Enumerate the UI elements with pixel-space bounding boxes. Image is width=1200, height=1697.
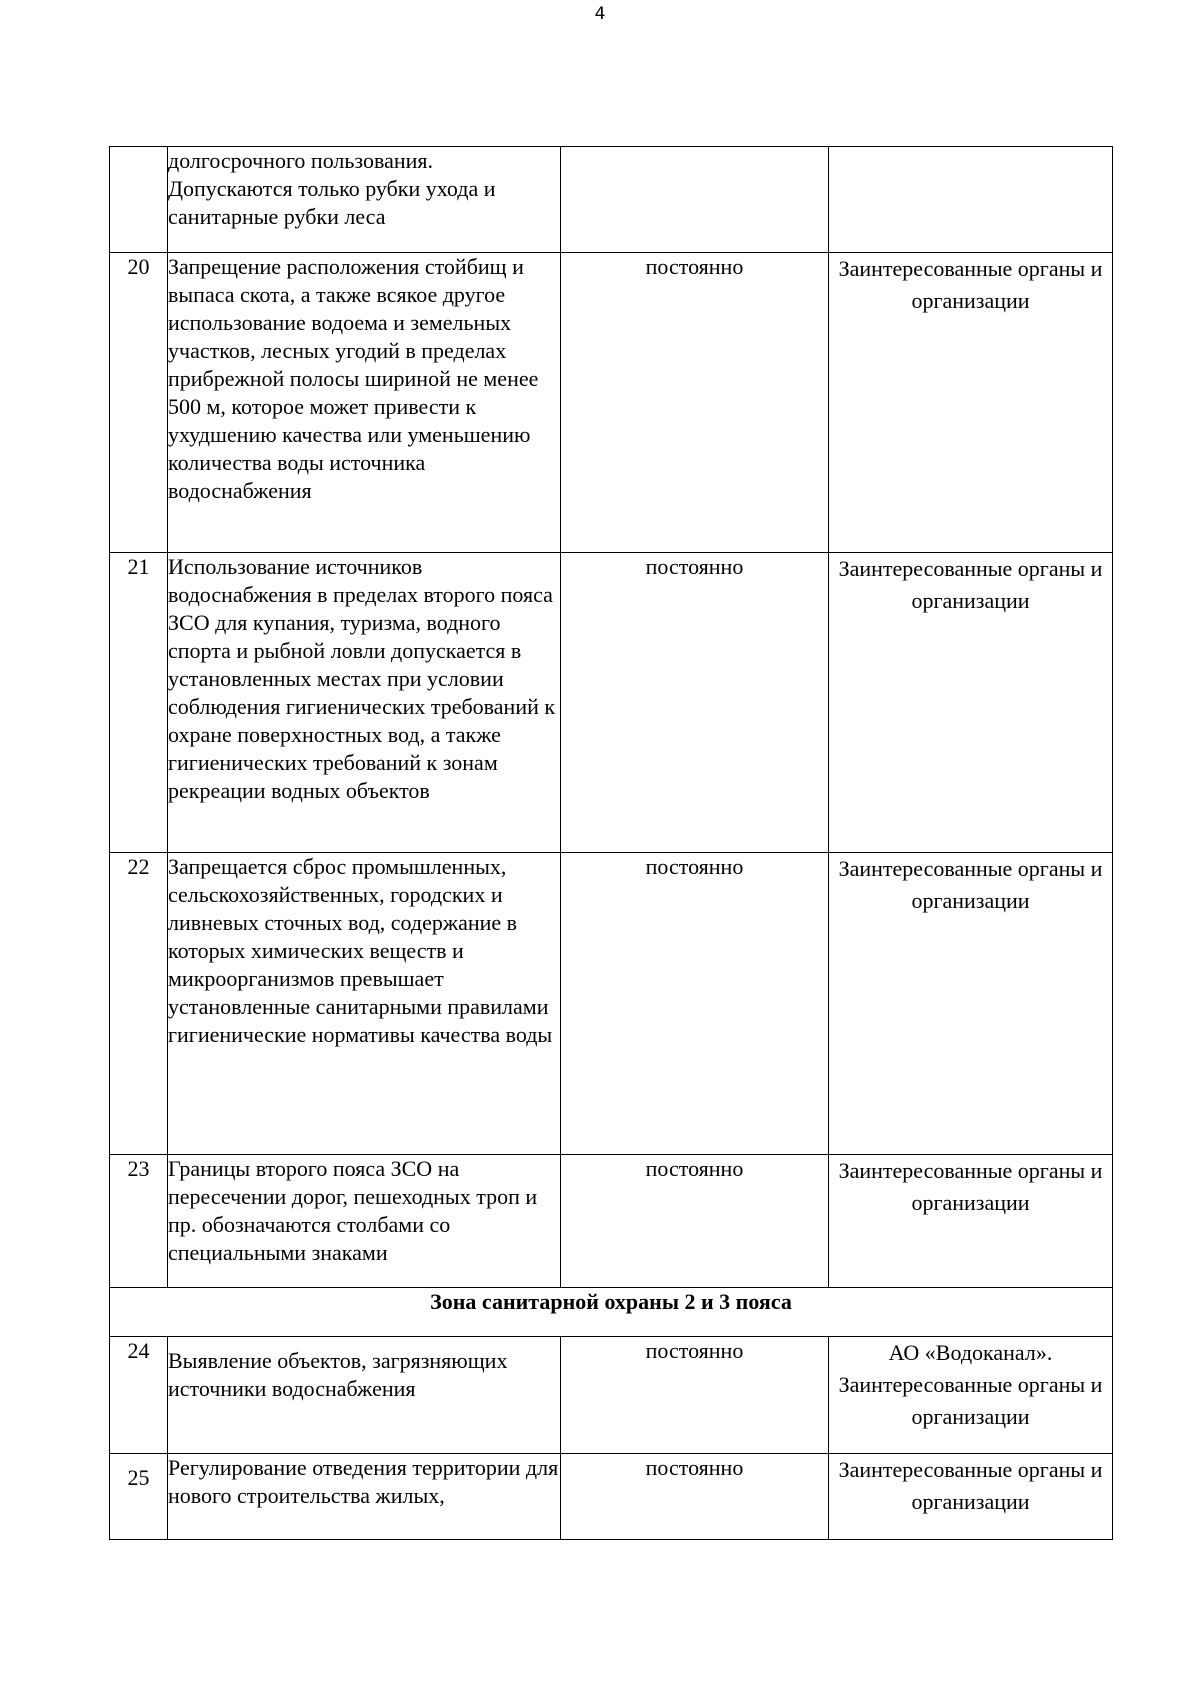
page-number: 4 — [594, 4, 606, 24]
row-number: 20 — [110, 253, 168, 553]
responsible-cell — [829, 147, 1113, 253]
frequency-cell — [561, 147, 829, 253]
measure-text: Регулирование отведения территории для нового строительства жилых, — [168, 1454, 561, 1540]
row-number — [110, 147, 168, 253]
table-row — [110, 1454, 1113, 1540]
responsible-cell: Заинтересованные органы и организации — [829, 1155, 1113, 1288]
frequency-cell: постоянно — [561, 1454, 829, 1540]
responsible-cell: Заинтересованные органы и организации — [829, 553, 1113, 853]
measure-text: Выявление объектов, загрязняющих источники водоснабжения — [168, 1337, 561, 1454]
row-number: 24 — [110, 1337, 168, 1454]
measure-text: Запрещение расположения стойбищ и выпаса скота, а также всякое другое использование водоема и земельных участков, лесных угодий в пределах прибрежной полосы шириной не менее 500 м, которое может привести к ухудшению качества или уменьшению количества воды источника водоснабжения — [168, 253, 561, 553]
table-row — [110, 853, 1113, 1155]
responsible-cell: АО «Водоканал». Заинтересованные органы и организации — [829, 1337, 1113, 1454]
table-row — [110, 147, 1113, 253]
measures-table — [109, 146, 1113, 1540]
frequency-cell: постоянно — [561, 1337, 829, 1454]
frequency-cell: постоянно — [561, 853, 829, 1155]
frequency-cell: постоянно — [561, 553, 829, 853]
table-row — [110, 553, 1113, 853]
section-row — [110, 1288, 1113, 1337]
responsible-cell: Заинтересованные органы и организации — [829, 1454, 1113, 1540]
measure-text: Запрещается сброс промышленных, сельскохозяйственных, городских и ливневых сточных вод, содержание в которых химических веществ и микроорганизмов превышает установленные санитарными правилами гигиенические нормативы качества воды — [168, 853, 561, 1155]
table-row — [110, 1337, 1113, 1454]
table-row — [110, 253, 1113, 553]
responsible-cell: Заинтересованные органы и организации — [829, 853, 1113, 1155]
frequency-cell: постоянно — [561, 253, 829, 553]
row-number: 25 — [110, 1454, 168, 1540]
frequency-cell: постоянно — [561, 1155, 829, 1288]
responsible-cell: Заинтересованные органы и организации — [829, 253, 1113, 553]
table-row — [110, 1155, 1113, 1288]
section-heading: Зона санитарной охраны 2 и 3 пояса — [110, 1288, 1113, 1337]
row-number: 22 — [110, 853, 168, 1155]
measure-text: Использование источников водоснабжения в пределах второго пояса ЗСО для купания, туризма, водного спорта и рыбной ловли допускается в установленных местах при условии соблюдения гигиенических требований к охране поверхностных вод, а также гигиенических требований к зонам рекреации водных объектов — [168, 553, 561, 853]
measure-text: долгосрочного пользования. Допускаются только рубки ухода и санитарные рубки леса — [168, 147, 561, 253]
row-number: 21 — [110, 553, 168, 853]
row-number: 23 — [110, 1155, 168, 1288]
measure-text: Границы второго пояса ЗСО на пересечении дорог, пешеходных троп и пр. обозначаются столбами со специальными знаками — [168, 1155, 561, 1288]
